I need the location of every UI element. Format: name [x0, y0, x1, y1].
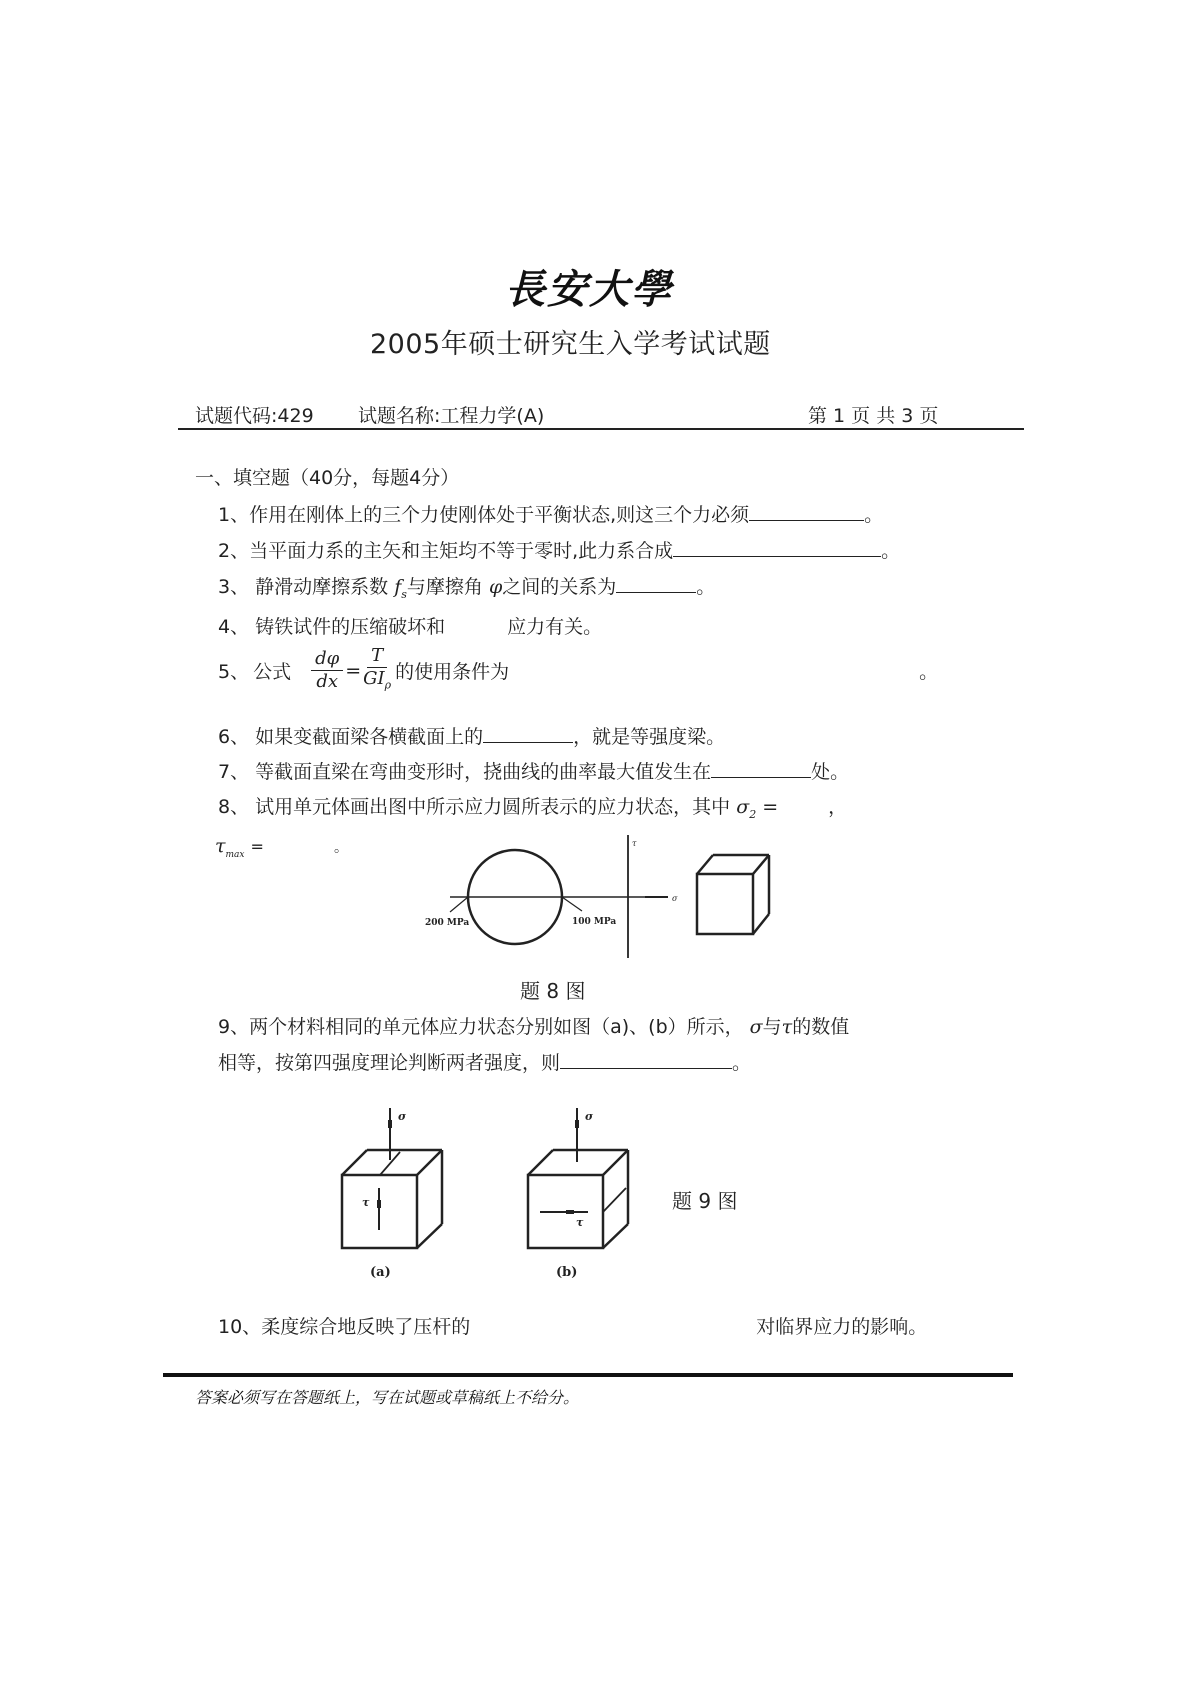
q-text: 柔度综合地反映了压杆的	[261, 1316, 471, 1338]
answer-blank[interactable]	[483, 724, 573, 743]
tau-label-b: τ	[576, 1216, 584, 1229]
left-leader-line	[450, 897, 468, 912]
question-5	[218, 645, 938, 697]
q-number: 9、	[218, 1016, 250, 1038]
symbol-tau-subscript: max	[225, 849, 245, 860]
symbol-f: f	[394, 576, 402, 598]
q-number: 5、	[218, 661, 250, 684]
sigma-label-a: σ	[398, 1110, 407, 1123]
exam-code-label: 试题代码:	[195, 405, 278, 427]
q-text: 处。	[811, 761, 850, 783]
q-text: 应力有关。	[507, 616, 603, 638]
sigma-arrowhead-b	[575, 1120, 579, 1128]
fraction-numerator: dφ	[311, 648, 343, 671]
equals-sign: =	[345, 659, 362, 682]
left-stress-label: 200 MPa	[425, 918, 470, 928]
q-number: 3、	[218, 576, 250, 598]
tau-axis-label: τ	[632, 839, 637, 848]
equals-sign: =	[250, 837, 264, 856]
q-end: 。	[881, 540, 901, 562]
formula-fraction-right	[363, 645, 391, 697]
q-text: 与	[762, 1016, 782, 1038]
equals-sign: =	[762, 796, 779, 818]
answer-blank[interactable]	[560, 1050, 732, 1069]
university-logo: 長安大學	[505, 266, 673, 313]
question-1	[218, 500, 883, 527]
question-9	[218, 1012, 849, 1039]
tau-max-symbol	[215, 835, 245, 860]
q-number: 7、	[218, 761, 250, 783]
exam-name	[358, 401, 544, 428]
q-end: ，	[828, 796, 848, 818]
tau-arrowhead-a	[377, 1200, 381, 1208]
question-7	[218, 757, 849, 784]
exam-code	[195, 401, 314, 428]
q-end: 。	[333, 840, 348, 856]
sigma-symbol: σ	[749, 1016, 763, 1038]
q-text: 的使用条件为	[395, 661, 510, 684]
footer-divider	[163, 1373, 1013, 1377]
q-text: ，就是等强度梁。	[573, 726, 726, 748]
header-divider	[178, 428, 1024, 430]
exam-name-label: 试题名称:	[358, 405, 441, 427]
tau-label-a: τ	[362, 1196, 370, 1209]
q-text: 作用在刚体上的三个力使刚体处于平衡状态,则这三个力必须	[249, 504, 750, 526]
q-number: 4、	[218, 616, 250, 638]
question-9-line-2	[218, 1048, 751, 1075]
question-3	[218, 572, 715, 601]
question-6	[218, 722, 725, 749]
unit-cube	[697, 855, 769, 934]
sigma-axis-label: σ	[672, 894, 678, 903]
exam-title: 2005年硕士研究生入学考试试题	[370, 329, 771, 360]
q-end: 。	[864, 504, 884, 526]
fraction-denominator	[363, 668, 391, 697]
q-text: 公式	[253, 661, 292, 684]
page-info: 第 1 页 共 3 页	[808, 405, 939, 427]
symbol-tau: τ	[215, 835, 226, 857]
right-leader-line	[562, 897, 582, 911]
q-number: 1、	[218, 504, 250, 526]
denominator-main: GI	[363, 668, 385, 689]
sigma-arrowhead-a	[388, 1120, 392, 1128]
question-4	[218, 612, 602, 639]
q-text: 的数值	[792, 1016, 850, 1038]
symbol-sigma: σ	[736, 796, 750, 818]
exam-name-value: 工程力学(A)	[440, 405, 545, 427]
tau-arrowhead-b	[566, 1210, 574, 1214]
q-text: 静滑动摩擦系数	[255, 576, 389, 598]
symbol-sigma-subscript: 2	[749, 807, 757, 821]
fraction-numerator: T	[367, 645, 387, 668]
tau-symbol: τ	[781, 1016, 793, 1038]
q-end: 。	[919, 661, 939, 684]
q-text: 等截面直梁在弯曲变形时，挠曲线的曲率最大值发生在	[255, 761, 712, 783]
figure-8-caption: 题 8 图	[520, 979, 586, 1003]
label-b: (b)	[556, 1265, 578, 1280]
q-number: 10、	[218, 1316, 262, 1338]
answer-blank[interactable]	[711, 759, 811, 778]
q-end: 。	[696, 576, 716, 598]
q-text: 铸铁试件的压缩破坏和	[255, 616, 446, 638]
right-stress-label: 100 MPa	[572, 917, 617, 927]
sigma-2-symbol	[736, 796, 757, 821]
figure-8	[400, 830, 800, 980]
q-number: 2、	[218, 540, 250, 562]
q-text: 两个材料相同的单元体应力状态分别如图（a)、(b）所示，	[249, 1016, 744, 1038]
answer-blank[interactable]	[616, 574, 696, 593]
exam-code-value: 429	[277, 405, 314, 427]
q-text: 当平面力系的主矢和主矩均不等于零时,此力系合成	[249, 540, 674, 562]
q-text: 之间的关系为	[502, 576, 617, 598]
q-end: 。	[732, 1052, 752, 1074]
question-8	[218, 792, 847, 821]
figure-9-caption: 题 9 图	[672, 1189, 738, 1213]
formula-fraction-left	[311, 648, 343, 693]
footer-note: 答案必须写在答题纸上，写在试题或草稿纸上不给分。	[195, 1388, 580, 1407]
q-text: 对临界应力的影响。	[756, 1316, 928, 1338]
symbol-f-subscript: s	[401, 587, 407, 601]
label-a: (a)	[370, 1265, 391, 1280]
q-number: 8、	[218, 796, 250, 818]
unit-cube-b	[528, 1150, 628, 1248]
section-title: 一、填空题（40分，每题4分）	[195, 467, 460, 489]
sigma-label-b: σ	[585, 1110, 594, 1123]
q-number: 6、	[218, 726, 250, 748]
q-text: 与摩擦角	[406, 576, 483, 598]
q-text: 相等，按第四强度理论判断两者强度，则	[218, 1052, 561, 1074]
q-text: 如果变截面梁各横截面上的	[255, 726, 484, 748]
fraction-denominator: dx	[316, 671, 339, 693]
friction-coefficient-symbol	[394, 576, 407, 601]
question-10	[218, 1312, 927, 1339]
denominator-subscript: ρ	[384, 678, 392, 692]
question-2	[218, 536, 900, 563]
unit-cube-a	[342, 1150, 442, 1248]
question-8-tau-line	[215, 835, 348, 860]
answer-blank[interactable]	[673, 538, 881, 557]
answer-blank[interactable]	[749, 502, 864, 521]
q-text: 试用单元体画出图中所示应力圆所表示的应力状态，其中	[255, 796, 731, 818]
friction-angle-symbol: φ	[488, 576, 503, 598]
